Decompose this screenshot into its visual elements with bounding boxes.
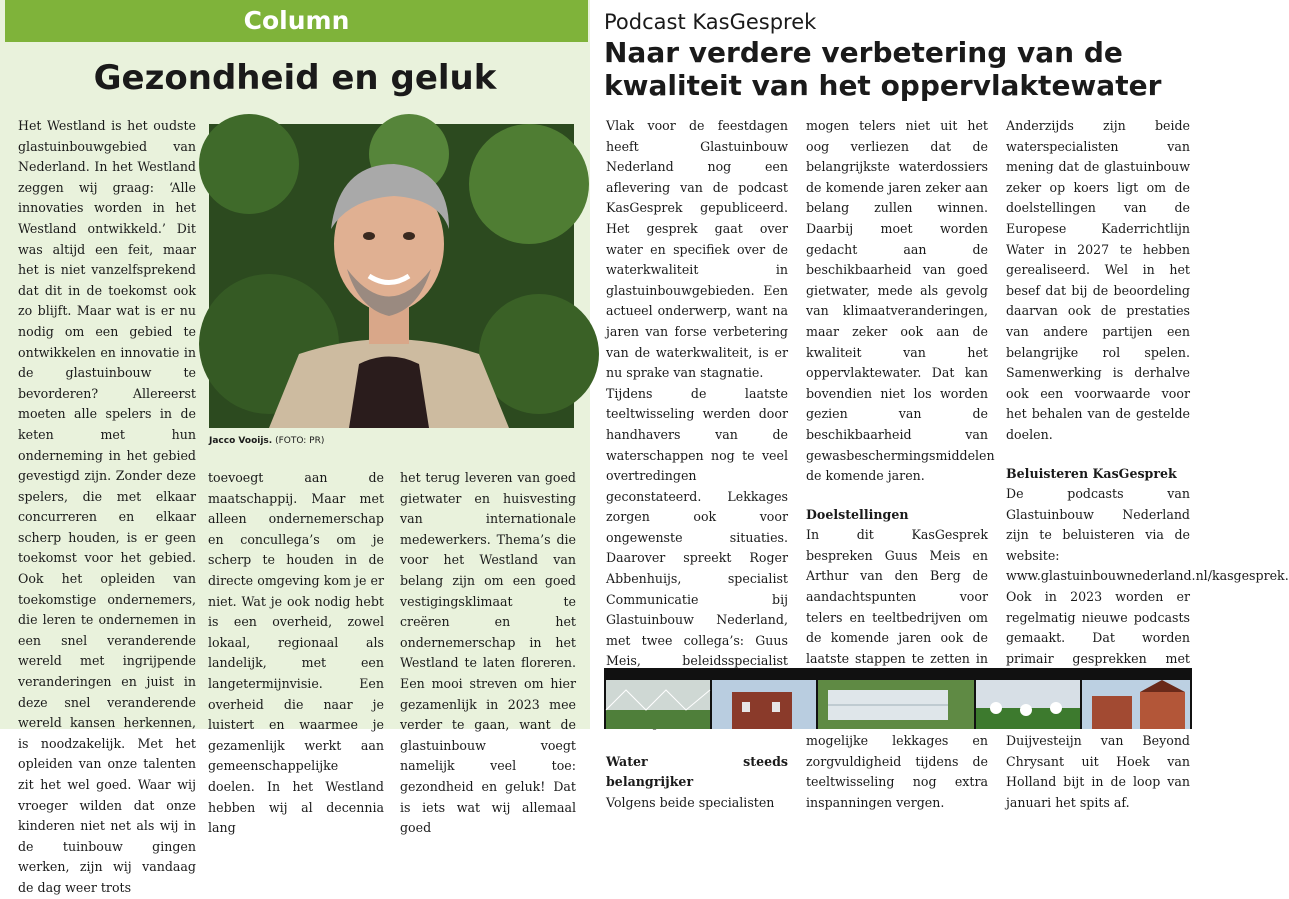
column-article: [0, 0, 590, 895]
section-label: Column: [5, 0, 588, 42]
greenhouse-photo: [606, 680, 710, 729]
column-text-col2: toevoegt aan de maatschappij. Maar met alleen ondernemerschap en concullega’s om je scherp te houden in de directe omgeving kom je er niet. Wat je ook nodig hebt is een overheid, zowel lokaal, regionaal als landelijk, met een langetermijnvisie. Een overheid die naar je luistert en waarmee je gezamenlijk werkt aan gemeenschappelijke doelen. In het Westland hebben wij al decennia lang: [208, 470, 384, 836]
paragraph: Vlak voor de feestdagen heeft Glastuinbouw Nederland nog een aflevering van de podcast KasGesprek gepubliceerd. Het gesprek gaat over water en specifiek over de waterkwaliteit in glastuinbouwgebieden. Een actueel onderwerp, want na jaren van forse verbetering van de waterkwaliteit, is er nu sprake van stagnatie.: [606, 118, 788, 381]
caption-name: Jacco Vooijs.: [209, 436, 273, 446]
column-text-col1: Het Westland is het oudste glastuinbouwgebied van Nederland. In het Westland zeggen wij graag: ‘Alle innovaties worden in het Westland ontwikkeld.’ Dit was altijd een feit, maar het is niet vanzelfsprekend dat dit in de toekomst ook zo blijft. Maar wat is er nu nodig om een gebied te ontwikkelen en innovatie in de glastuinbouw te bevorderen? Allereerst moeten alle spelers in de keten met hun onderneming in het gebied gevestigd zijn. Zonder deze spelers, die met elkaar concurreren en elkaar scherp houden, is er geen toekomst voor het gebied. Ook het opleiden van toekomstige ondernemers, die leren te ondernemen in een snel veranderende wereld met ingrijpende veranderingen en juist in deze snel veranderende wereld kansen herkennen, is noodzakelijk. Met het opleiden van onze talenten zit het wel goed. Waar wij vroeger wilden dat onze kinderen niet net als wij in de tuinbouw gingen werken, zijn wij vandaag de dag weer trots: [18, 118, 196, 895]
paragraph: De podcasts van Glastuinbouw Nederland zijn te beluisteren via de website: www.glastuinbouwnederland.nl/kasgesprek. Ook in 2023 worden er regelmatig nieuwe podcasts gemaakt. Dat worden primair gesprekken met Duijvesteijn van Beyond Chrysant uit Hoek van Holland bijt in de loop van januari het spits af.: [1006, 486, 1289, 810]
aerial-greenhouse-photo: [818, 680, 974, 729]
caption-credit: (FOTO: PR): [275, 436, 325, 446]
building-photo: [712, 680, 816, 729]
houses-photo: [1082, 680, 1190, 729]
article-kicker: Podcast KasGesprek: [604, 10, 817, 34]
subheading: Doelstellingen: [806, 506, 909, 522]
plants-photo: [976, 680, 1080, 729]
subheading: Water steeds belangrijker: [606, 753, 788, 790]
paragraph: Volgens beide specialisten: [606, 795, 775, 810]
photo-strip: [604, 668, 1192, 729]
paragraph: In dit KasGesprek bespreken Guus Meis en Arthur van den Berg de aandachtspunten voor telers en teeltbedrijven om de komende jaren ook de laatste stappen te zetten in mogelijke lekkages en zorgvuldigheid tijdens de teeltwisseling nog extra inspanningen vergen.: [806, 527, 988, 810]
photo-caption: [209, 436, 324, 446]
portrait-photo: [209, 124, 574, 428]
subheading: Beluisteren KasGesprek: [1006, 465, 1177, 481]
column-headline: Gezondheid en geluk: [93, 58, 497, 98]
column-text-col3: het terug leveren van goed gietwater en huisvesting van internationale medewerkers. Thema’s die voor het Westland van belang zijn om een goed vestigingsklimaat te creëren en het ondernemerschap in het Westland te laten floreren. Een mooi streven om hier gezamenlijk in 2023 mee verder te gaan, want de glastuinbouw voegt namelijk veel toe: gezondheid en geluk! Dat is iets wat wij allemaal goed: [400, 470, 576, 836]
paragraph: Anderzijds zijn beide waterspecialisten van mening dat de glastuinbouw zeker op koers ligt om de doelstellingen van de Europese Kaderrichtlijn Water in 2027 te hebben gerealiseerd. Wel in het besef dat bij de beoordeling daarvan ook de prestaties van andere partijen een belangrijke rol spelen. Samenwerking is derhalve ook een voorwaarde voor het behalen van de gestelde doelen.: [1006, 118, 1190, 442]
paragraph: Tijdens de laatste teeltwisseling werden door handhavers van de waterschappen nog te veel overtredingen geconstateerd. Lekkages zorgen ook voor ongewenste situaties. Daarover spreekt Roger Abbenhuijs, specialist Communicatie bij Glastuinbouw Nederland, met twee collega’s: Guus Meis, beleidsspecialist: [606, 385, 788, 669]
article-headline: Naar verdere verbetering van de kwaliteit van het oppervlaktewater: [604, 36, 1162, 102]
paragraph: mogen telers niet uit het oog verliezen dat de belangrijkste waterdossiers de komende jaren zeker aan belang zullen winnen. Daarbij moet worden gedacht aan de beschikbaarheid van goed gietwater, mede als gevolg van klimaatveranderingen, maar zeker ook aan de kwaliteit van het oppervlaktewater. Dat kan bovendien niet los worden gezien van de beschikbaarheid van gewasbeschermingsmiddelen de komende jaren.: [806, 118, 995, 484]
